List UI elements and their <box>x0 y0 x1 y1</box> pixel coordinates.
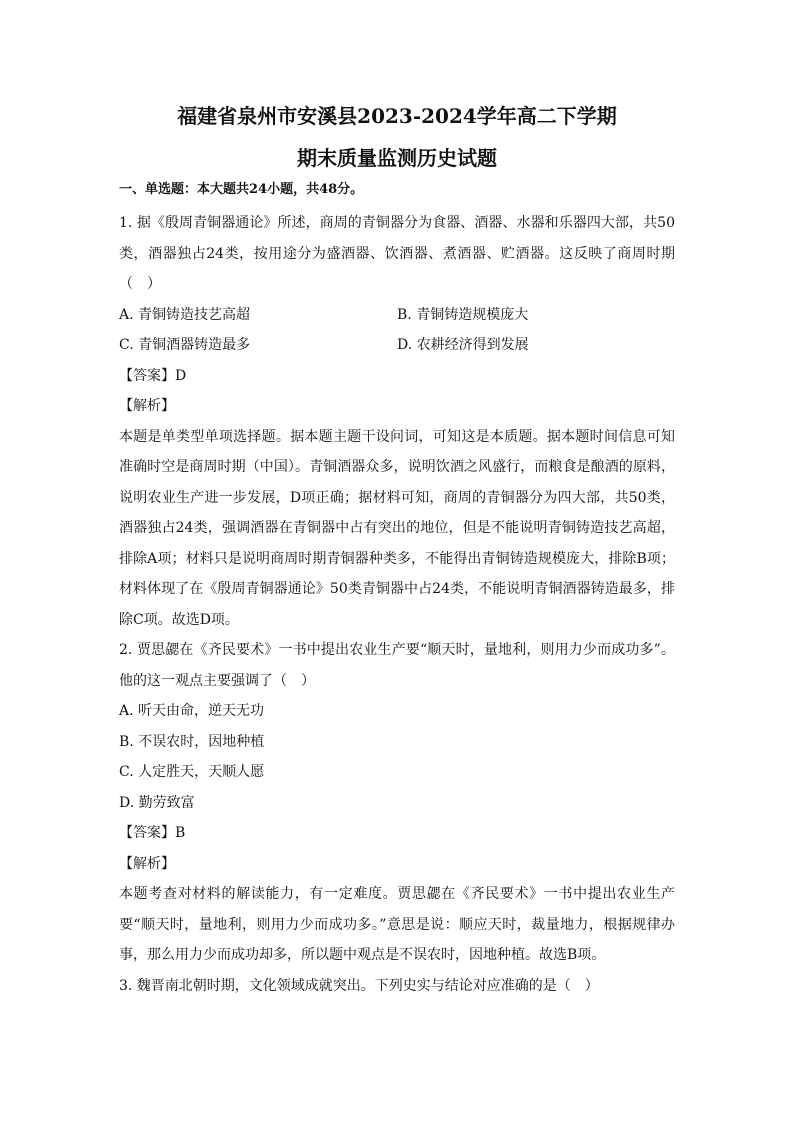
document-title-line-2: 期末质量监测历史试题 <box>297 146 497 170</box>
question-1-option-d: D. 农耕经济得到发展 <box>397 337 529 353</box>
question-1-option-b: B. 青铜铸造规模庞大 <box>397 306 529 323</box>
question-1-analysis-label: 【解析】 <box>119 398 175 414</box>
question-2-option-b: B. 不误农时，因地种植 <box>119 733 265 750</box>
question-1-option-a: A. 青铜铸造技艺高超 <box>119 306 251 323</box>
document-title-line-1: 福建省泉州市安溪县2023-2024学年高二下学期 <box>177 104 617 128</box>
question-1-option-c: C. 青铜酒器铸造最多 <box>119 337 251 353</box>
question-2-answer: 【答案】B <box>119 825 186 841</box>
document-body <box>119 104 675 1001</box>
question-1-analysis: 本题是单类型单项选择题。据本题主题干设问词，可知这是本质题。据本题时间信息可知准确时空是商周时期（中国）。青铜酒器众多，说明饮酒之风盛行，而粮食是酿酒的原料，说明农业生产进一步发展，D项正确；据材料可知，商周的青铜器分为四大部，共50类，酒器独占24类，强调酒器在青铜器中占有突出的地位，但是不能说明青铜铸造技艺高超，排除A项；材料只是说明商周时期青铜器种类多，不能得出青铜铸造规模庞大，排除B项；材料体现了在《殷周青铜器通论》50类青铜器中占24类，不能说明青铜酒器铸造最多，排除C项。故选D项。 <box>119 428 675 628</box>
question-2-analysis: 本题考查对材料的解读能力，有一定难度。贾思勰在《齐民要术》一书中提出农业生产要“顺天时，量地利，则用力少而成功多。”意思是说：顺应天时，裁量地力，根据规律办事，那么用力少而成功却多，所以题中观点是不误农时，因地种植。故选B项。 <box>119 886 675 963</box>
question-2-option-a: A. 听天由命，逆天无功 <box>119 703 265 719</box>
question-1-options <box>119 300 675 361</box>
question-2-analysis-label: 【解析】 <box>119 855 175 872</box>
question-1-answer: 【答案】D <box>119 367 187 384</box>
question-2-option-c: C. 人定胜天，天顺人愿 <box>119 764 265 780</box>
question-3-stem: 3. 魏晋南北朝时期，文化领域成就突出。下列史实与结论对应准确的是（ ） <box>119 977 599 994</box>
section-heading: 一、单选题：本大题共24小题，共48分。 <box>119 182 364 197</box>
question-1-stem: 1. 据《殷周青铜器通论》所述，商周的青铜器分为食器、酒器、水器和乐器四大部，共50类，酒器独占24类，按用途分为盛酒器、饮酒器、煮酒器、贮酒器。这反映了商周时期（ ） <box>119 215 675 292</box>
question-2-stem: 2. 贾思勰在《齐民要术》一书中提出农业生产要“顺天时，量地利，则用力少而成功多”。他的这一观点主要强调了（ ） <box>119 642 675 689</box>
question-2-option-d: D. 勤劳致富 <box>119 794 195 811</box>
